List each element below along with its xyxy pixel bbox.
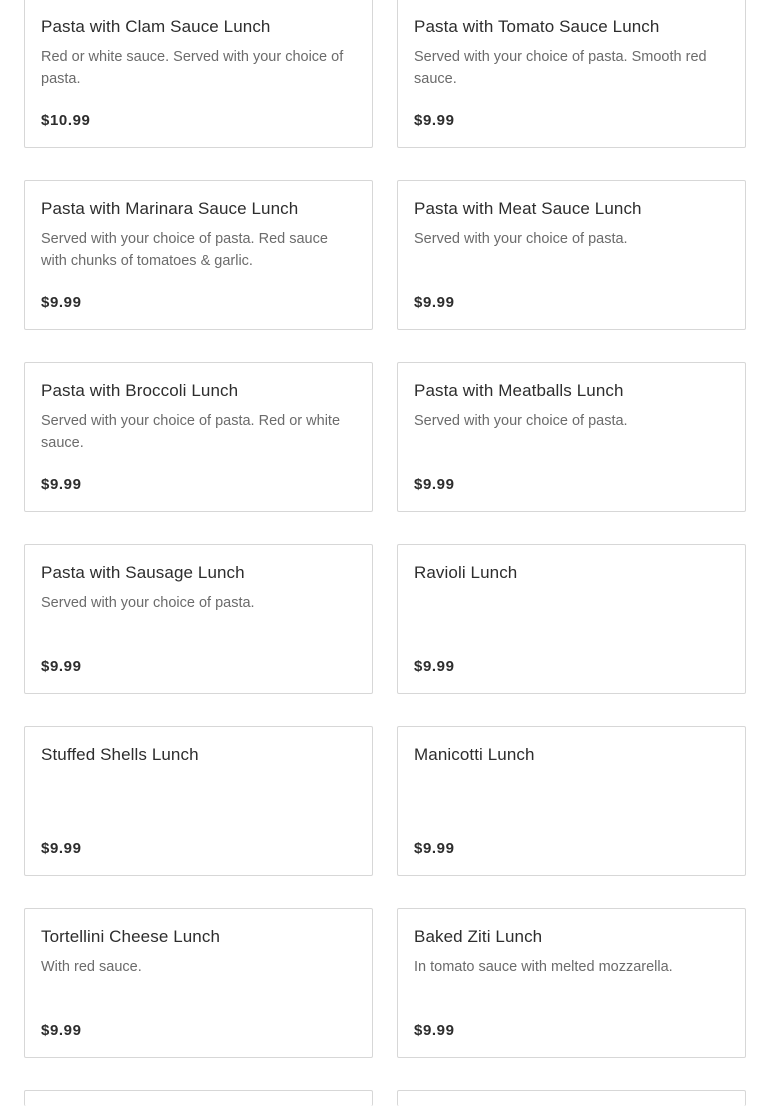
menu-item-name: Pasta with Tomato Sauce Lunch — [414, 17, 660, 36]
menu-item-card[interactable] — [24, 362, 373, 512]
menu-item-name: Tortellini Cheese Lunch — [41, 927, 221, 946]
menu-item-price: $9.99 — [41, 840, 82, 857]
menu-item-name: Pasta with Sausage Lunch — [41, 563, 245, 582]
menu-item-name: Pasta with Meat Sauce Lunch — [414, 199, 642, 218]
menu-item-price: $9.99 — [41, 476, 82, 493]
menu-item-price: $9.99 — [414, 840, 455, 857]
menu-item-card[interactable] — [24, 0, 373, 148]
menu-item-name: Pasta with Broccoli Lunch — [41, 381, 239, 400]
menu-item-price: $9.99 — [414, 112, 455, 129]
menu-item-description: Served with your choice of pasta. — [41, 595, 255, 611]
menu-item-description: Served with your choice of pasta. — [414, 231, 628, 247]
menu-item-price: $9.99 — [414, 1022, 455, 1039]
menu-item-card[interactable] — [397, 908, 746, 1058]
menu-item-name: Pasta with Meatballs Lunch — [414, 381, 624, 400]
menu-item-description: Red or white sauce. Served with your choice of pasta. — [41, 49, 344, 87]
menu-item-card[interactable] — [24, 544, 373, 694]
menu-item-card-partial[interactable] — [397, 1090, 746, 1106]
menu-item-description: In tomato sauce with melted mozzarella. — [414, 959, 673, 975]
menu-item-description: Served with your choice of pasta. Smooth red sauce. — [414, 49, 707, 87]
menu-item-name: Baked Ziti Lunch — [414, 927, 543, 946]
menu-item-price: $9.99 — [414, 476, 455, 493]
menu-item-description: Served with your choice of pasta. Red sauce with chunks of tomatoes & garlic. — [41, 231, 328, 269]
menu-item-card[interactable] — [397, 544, 746, 694]
menu-item-price: $10.99 — [41, 112, 91, 129]
menu-item-card-partial[interactable] — [24, 1090, 373, 1106]
menu-item-price: $9.99 — [41, 1022, 82, 1039]
menu-item-card[interactable] — [24, 908, 373, 1058]
menu-item-price: $9.99 — [41, 658, 82, 675]
menu-item-name: Pasta with Clam Sauce Lunch — [41, 17, 271, 36]
menu-item-name: Stuffed Shells Lunch — [41, 745, 199, 764]
menu-item-card[interactable] — [24, 726, 373, 876]
menu-item-name: Manicotti Lunch — [414, 745, 535, 764]
menu-item-card[interactable] — [397, 0, 746, 148]
menu-item-price: $9.99 — [414, 294, 455, 311]
menu-item-price: $9.99 — [414, 658, 455, 675]
menu-item-description: Served with your choice of pasta. Red or white sauce. — [41, 413, 341, 451]
menu-item-name: Pasta with Marinara Sauce Lunch — [41, 199, 299, 218]
menu-item-name: Ravioli Lunch — [414, 563, 518, 582]
menu-item-description: Served with your choice of pasta. — [414, 413, 628, 429]
menu-item-card[interactable] — [397, 362, 746, 512]
menu-item-description: With red sauce. — [41, 959, 142, 975]
menu-item-card[interactable] — [397, 726, 746, 876]
menu-item-price: $9.99 — [41, 294, 82, 311]
menu-item-card[interactable] — [397, 180, 746, 330]
menu-item-card[interactable] — [24, 180, 373, 330]
